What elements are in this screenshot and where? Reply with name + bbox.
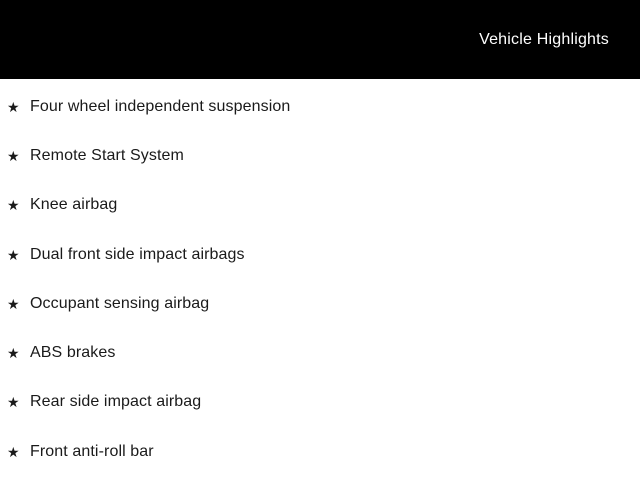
list-item <box>0 427 640 476</box>
list-item <box>0 279 640 328</box>
list-item-label: Front anti-roll bar <box>30 442 154 460</box>
star-icon: ★ <box>7 246 20 263</box>
page-title: Vehicle Highlights <box>479 30 609 48</box>
list-item <box>0 131 640 180</box>
star-icon: ★ <box>7 443 20 460</box>
list-item-label: Rear side impact airbag <box>30 393 202 411</box>
star-icon: ★ <box>7 147 20 164</box>
star-icon: ★ <box>7 98 20 115</box>
star-icon: ★ <box>7 295 20 312</box>
list-item-label: ABS brakes <box>30 344 116 362</box>
star-icon: ★ <box>7 394 20 411</box>
list-item <box>0 230 640 279</box>
star-icon: ★ <box>7 345 20 362</box>
list-item-label: Four wheel independent suspension <box>30 97 291 115</box>
list-item <box>0 181 640 230</box>
star-icon: ★ <box>7 197 20 214</box>
list-item-label: Remote Start System <box>30 146 184 164</box>
list-item <box>0 82 640 131</box>
list-item-label: Dual front side impact airbags <box>30 245 245 263</box>
list-item-label: Knee airbag <box>30 196 118 214</box>
list-item <box>0 378 640 427</box>
highlights-list <box>0 79 640 476</box>
list-item <box>0 328 640 377</box>
header-bar <box>0 0 640 79</box>
list-item-label: Occupant sensing airbag <box>30 294 210 312</box>
